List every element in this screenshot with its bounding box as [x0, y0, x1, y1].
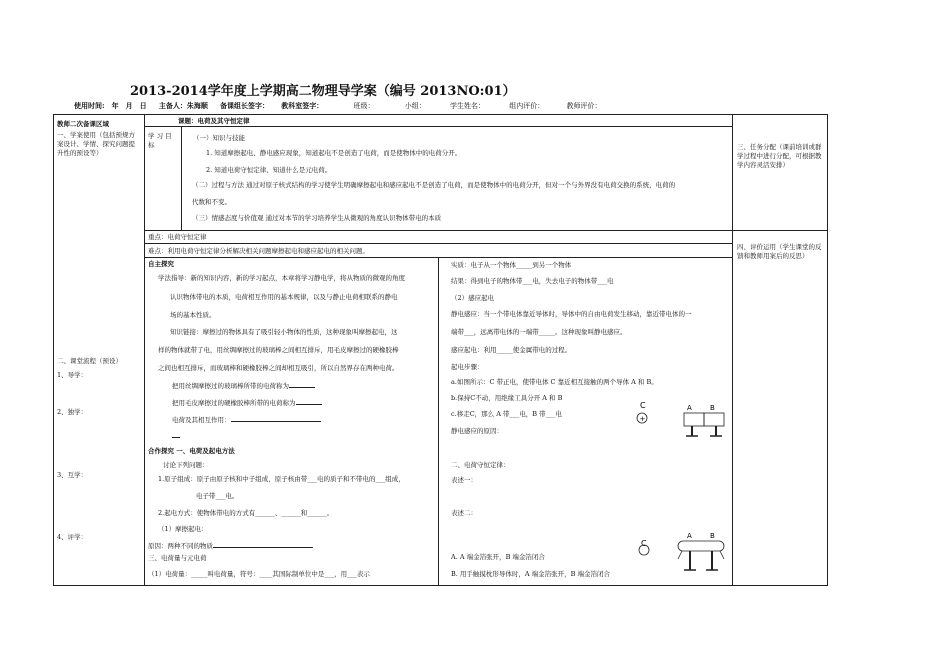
teacher-eval-field: 教师评价：	[566, 102, 602, 110]
rb-p1: 实质：电子从一个物体_____到另一个物体	[451, 261, 572, 269]
header-row	[74, 101, 611, 111]
left-col-head: 教师二次备课区域	[57, 120, 109, 128]
conductor-b	[704, 413, 724, 426]
difficulty: 难点：利用电荷守恒定律分析解决相关问题摩擦起电和感应起电的相关问题。	[148, 247, 369, 255]
conductor-ab	[678, 541, 724, 551]
row-obj	[144, 230, 732, 231]
coop-explore-heading: 合作探究 一、电荷及起电方法	[148, 447, 235, 455]
rb-p8: a.如图所示：C 带正电，使带电体 C 靠近相互接触的两个导体 A 和 B。	[451, 378, 658, 386]
divider-mid	[438, 257, 439, 586]
row-key	[144, 243, 732, 244]
lb-p7	[172, 381, 315, 391]
fig1-plus: +	[639, 415, 646, 423]
rb-p11: 静电感应的原因：	[451, 427, 503, 435]
lb-p6: 之间也相互排斥，而玻璃棒和硬橡胶棒之间却相互吸引，所以自然界存在两种电荷。	[158, 364, 399, 372]
step-peer: 3、互学：	[57, 471, 88, 479]
use-time: 使用时间: 年 月 日	[74, 101, 147, 110]
left-col-item1: 一、学案使用（包括预规方案设计、学情、探究问题提升性的预设等）	[57, 131, 135, 157]
lb-p11: 1.原子组成：原子由原子核和中子组成，原子核由带___电的质子和不带电的___组成，	[158, 475, 405, 483]
right-col-item4: 四、评价运用（学生课堂的反馈和教师用案后的反思）	[737, 243, 822, 260]
rb-p5: 端带___，远离带电体的一端带_____。这种现象叫静电感应。	[451, 328, 627, 336]
rb-p3: （2）感应起电	[451, 294, 495, 302]
rb-p13: 表述一：	[451, 476, 477, 484]
lb-p10: 讨论下列问题：	[163, 461, 209, 469]
lb-p9	[172, 415, 321, 425]
lb-p7-blank	[289, 381, 315, 388]
rb-p7: 起电步骤：	[451, 363, 484, 371]
group-leader-sign: 备课组长签字：	[220, 101, 270, 110]
lb-p1: 学法指导：新的知识内容，新的学习起点，本章将学习静电学，将从物质的微观的角度	[158, 274, 405, 282]
lb-p7-text: 把用丝绸摩擦过的玻璃棒所带的电荷称为	[172, 382, 289, 390]
obj-line-1: （一）知识与技能	[193, 134, 245, 142]
page-title: 2013-2014学年度上学期高二物理导学案（编号 2013NO:01）	[130, 84, 516, 99]
conductor-a	[684, 413, 704, 426]
objectives-label: 学 习 目 标	[148, 132, 172, 149]
group-eval-field: 组内评价：	[509, 102, 545, 110]
right-col-item3: 三、任务分配（课前培训或群学过程中进行分配，可根据教学内容灵活安排）	[737, 143, 822, 169]
lb-p13: 2.起电方式：使物体带电的方式有______、______和______。	[158, 509, 334, 517]
obj-line-2: 1. 知道摩擦起电、静电感应现象，知道起电不是创造了电荷，而是使物体中的电荷分开。	[206, 149, 462, 157]
induction-diagram-1	[632, 400, 732, 444]
divider-obj	[181, 126, 182, 230]
lb-p9-blank	[231, 415, 321, 422]
group-field: 小组：	[404, 102, 426, 110]
divider-left	[144, 114, 145, 586]
lb-p8	[172, 398, 322, 408]
divider-right	[732, 114, 733, 586]
lb-p15-text: 原因：两种不同的物质	[148, 542, 213, 550]
fig1-label-b: B	[710, 404, 715, 412]
foil-a	[678, 551, 682, 559]
lb-p8-blank	[296, 398, 322, 405]
rb-p16: B. 用手触摸枕形导体时，A 端金箔张开，B 端金箔闭合	[451, 570, 611, 578]
self-explore-heading: 自主探究	[148, 260, 174, 268]
obj-line-4: （二）过程与方法 通过对原子核式结构的学习使学生明确摩擦起电和感应起电不是创造了电荷，而是使物体中的电荷分开，但对一个与外界没有电荷交换的系统，电荷的	[192, 181, 676, 189]
fig1-label-a: A	[687, 404, 692, 412]
right-col-split	[732, 230, 828, 231]
obj-line-5: 代数和不变。	[192, 198, 231, 206]
student-field: 学生姓名：	[450, 102, 485, 110]
rb-p12: 二、电荷守恒定律：	[451, 461, 510, 469]
lb-p9-text: 电荷及其相互作用：	[172, 416, 231, 424]
lb-p15	[148, 541, 313, 551]
lb-p16: 三、电荷量与元电荷	[148, 554, 207, 562]
rb-p2: 结果：得到电子的物体带___电，失去电子的物体带___电	[451, 277, 614, 285]
lb-p14: （1）摩擦起电：	[158, 525, 208, 533]
class-field: 班级：	[353, 102, 375, 110]
left-col-item2: 二、课堂流程（预设）	[57, 357, 122, 365]
lb-p4: 知识链接：摩擦过的物体具有了吸引轻小物体的性质，这种现象叫摩擦起电，这	[170, 328, 398, 336]
induction-diagram-2	[632, 530, 732, 580]
foil-b	[720, 551, 724, 559]
step-self: 2、独学：	[57, 408, 88, 416]
fig2-label-b: B	[710, 532, 715, 540]
lb-p8-text: 把用毛皮摩擦过的硬橡胶棒所带的电荷称为	[172, 399, 296, 407]
lb-p3: 场的基本性质。	[170, 311, 216, 319]
rb-p10: c.移走C，那么 A 带___电，B 带___电	[451, 410, 562, 418]
fig1-label-c: C	[640, 401, 646, 410]
rb-p4: 静电感应：当一个带电体靠近导体时，导体中的自由电荷发生移动，靠近带电体的一	[451, 310, 692, 318]
step-eval: 4、评学：	[57, 533, 88, 541]
step-guide: 1、导学：	[57, 371, 88, 379]
rb-p6: 感应起电：利用_____使金属带电的过程。	[451, 346, 572, 354]
section-leader-sign: 教科室签字：	[281, 101, 324, 110]
lb-p2: 认识物体带电的本质，电荷相互作用的基本规律，以及与静止电荷相联系的静电	[170, 293, 398, 301]
key-point: 重点：电荷守恒定律	[148, 233, 207, 241]
fig2-label-a: A	[687, 532, 692, 540]
lb-p5: 样的物体就带了电，用丝绸摩擦过的玻璃棒之间相互排斥，用毛皮摩擦过的硬橡胶棒	[158, 346, 399, 354]
rb-p15: A. A 端金箔张开，B 端金箔闭合	[451, 553, 545, 561]
obj-line-3: 2. 知道电荷守恒定律、知道什么是元电荷。	[206, 166, 332, 174]
preparer: 主备人：朱海顺	[158, 101, 208, 110]
lb-p12: 电子带___电。	[196, 492, 239, 500]
row-topic	[144, 126, 732, 127]
fig2-label-c: C	[641, 539, 647, 548]
rb-p14: 表述二：	[451, 509, 477, 517]
obj-line-6: （三）情感态度与价值观 通过对本节的学习培养学生从微观的角度认识物体带电的本质	[192, 214, 442, 222]
rb-p9: b.保持C不动，用绝缘工具分开 A 和 B	[451, 394, 563, 402]
lb-short-blank	[172, 432, 180, 438]
topic: 课题：电荷及其守恒定律	[178, 117, 250, 125]
lb-p17: （1）电荷量：_____叫电荷量，符号：____其国际制单位中是___，用___表示	[148, 570, 370, 578]
lb-p15-blank	[213, 541, 313, 548]
